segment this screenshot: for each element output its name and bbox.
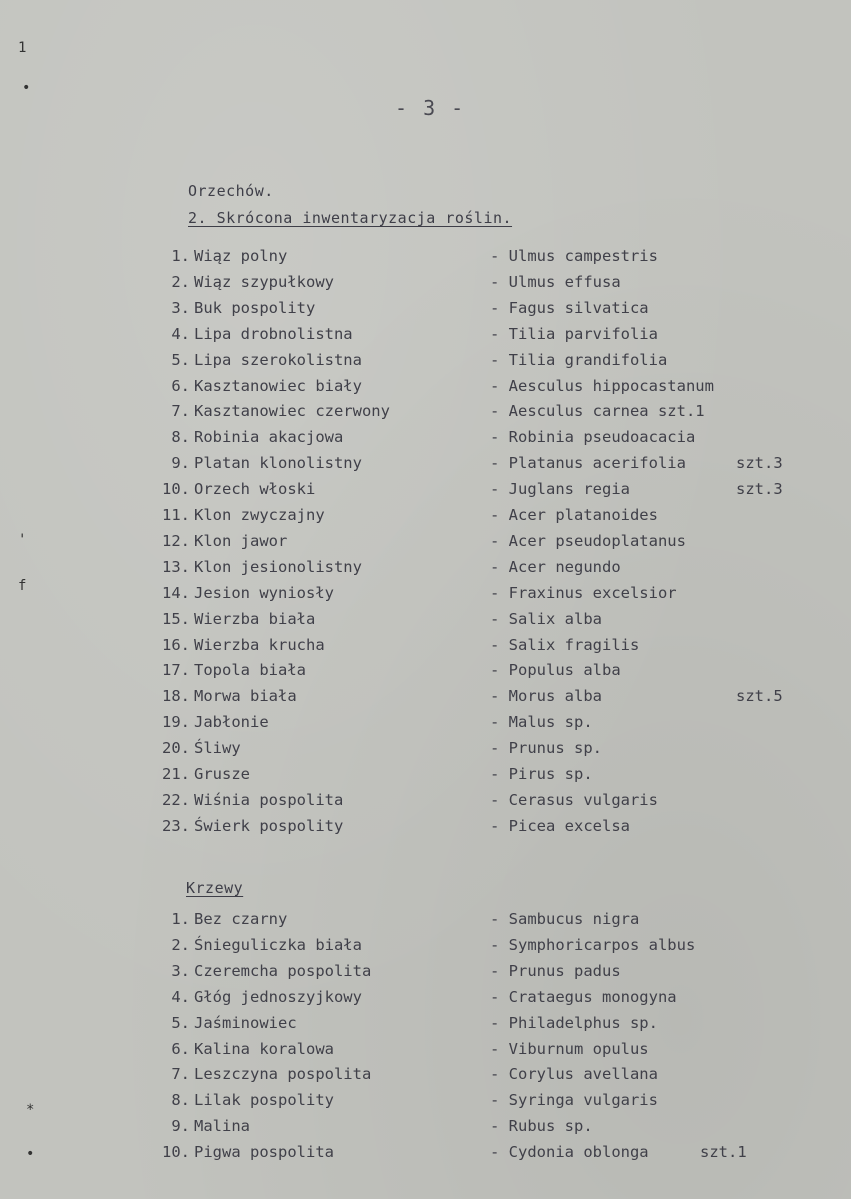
polish-name: Robinia akacjowa (194, 428, 344, 447)
latin-name: - Symphoricarpos albus (490, 935, 696, 954)
list-item (156, 633, 816, 657)
polish-name: Śliwy (194, 739, 241, 758)
list-item (156, 348, 816, 372)
item-number: 1. (171, 910, 190, 928)
polish-name: Pigwa pospolita (194, 1143, 334, 1162)
polish-name: Klon jawor (194, 531, 288, 550)
list-item (156, 959, 816, 983)
latin-name: - Morus alba (490, 687, 602, 706)
list-item (156, 399, 816, 423)
latin-name: - Acer negundo (490, 557, 621, 576)
latin-name: - Ulmus effusa (490, 272, 621, 291)
polish-name: Morwa biała (194, 687, 297, 706)
margin-mark: 1 (18, 40, 27, 56)
polish-name: Bez czarny (194, 910, 288, 928)
list-item (156, 684, 816, 708)
list-item (156, 1011, 816, 1035)
polish-name: Kalina koralowa (194, 1039, 334, 1058)
latin-name: - Pirus sp. (490, 765, 593, 783)
list-item (156, 477, 816, 501)
latin-name: - Platanus acerifolia (490, 454, 686, 473)
item-number: 6. (171, 1039, 190, 1058)
latin-name: - Fraxinus excelsior (490, 583, 677, 602)
quantity: szt.1 (700, 1143, 747, 1162)
polish-name: Wiśnia pospolita (194, 790, 344, 809)
list-item (156, 933, 816, 957)
polish-name: Grusze (194, 765, 250, 783)
polish-name: Kasztanowiec biały (194, 376, 362, 395)
latin-name: - Crataegus monogyna (490, 987, 677, 1006)
list-item (156, 762, 816, 786)
intro-text: Orzechów. (188, 182, 274, 200)
polish-name: Platan klonolistny (194, 454, 362, 473)
section-title: 2. Skrócona inwentaryzacja roślin. (188, 209, 513, 227)
list-item (156, 581, 816, 605)
list-item (156, 788, 816, 812)
item-number: 3. (171, 298, 190, 317)
item-number: 5. (171, 1013, 190, 1032)
list-item (156, 1140, 816, 1164)
polish-name: Klon zwyczajny (194, 506, 325, 524)
page-number: - 3 - (395, 96, 466, 120)
margin-mark: * (26, 1102, 35, 1118)
latin-name: - Acer pseudoplatanus (490, 531, 686, 550)
latin-name: - Aesculus carnea szt.1 (490, 402, 705, 421)
latin-name: - Sambucus nigra (490, 910, 640, 928)
latin-name: - Salix alba (490, 609, 602, 628)
polish-name: Śnieguliczka biała (194, 935, 362, 954)
polish-name: Wierzba biała (194, 609, 316, 628)
list-item (156, 736, 816, 760)
list-item (156, 607, 816, 631)
item-number: 22. (162, 790, 190, 809)
latin-name: - Juglans regia (490, 480, 630, 499)
list-item (156, 529, 816, 553)
list-item (156, 710, 816, 734)
list-item (156, 555, 816, 579)
item-number: 8. (171, 1091, 190, 1110)
item-number: 11. (162, 506, 190, 524)
item-number: 5. (171, 350, 190, 369)
item-number: 20. (162, 739, 190, 758)
list-item (156, 985, 816, 1009)
quantity: szt.3 (736, 454, 783, 473)
quantity: szt.5 (736, 687, 783, 706)
latin-name: - Ulmus campestris (490, 247, 658, 265)
polish-name: Wiąz polny (194, 247, 288, 265)
latin-name: - Populus alba (490, 661, 621, 680)
item-number: 7. (171, 1065, 190, 1084)
latin-name: - Viburnum opulus (490, 1039, 649, 1058)
polish-name: Lipa drobnolistna (194, 324, 353, 343)
polish-name: Orzech włoski (194, 480, 316, 499)
list-item (156, 1114, 816, 1138)
item-number: 10. (162, 480, 190, 499)
latin-name: - Philadelphus sp. (490, 1013, 658, 1032)
item-number: 3. (171, 961, 190, 980)
polish-name: Jesion wyniosły (194, 583, 334, 602)
item-number: 19. (162, 713, 190, 732)
item-number: 17. (162, 661, 190, 680)
item-number: 14. (162, 583, 190, 602)
list-item (156, 658, 816, 682)
polish-name: Buk pospolity (194, 298, 316, 317)
latin-name: - Tilia grandifolia (490, 350, 668, 369)
list-item (156, 1088, 816, 1112)
polish-name: Głóg jednoszyjkowy (194, 987, 362, 1006)
latin-name: - Syringa vulgaris (490, 1091, 658, 1110)
item-number: 13. (162, 557, 190, 576)
item-number: 16. (162, 635, 190, 654)
polish-name: Topola biała (194, 661, 306, 680)
latin-name: - Corylus avellana (490, 1065, 658, 1084)
item-number: 8. (171, 428, 190, 447)
list-item (156, 270, 816, 294)
margin-mark: ' (18, 532, 27, 548)
list-item (156, 907, 816, 931)
margin-mark: f (18, 578, 27, 594)
shrubs-title: Krzewy (186, 879, 244, 897)
latin-name: - Picea excelsa (490, 816, 630, 835)
list-item (156, 322, 816, 346)
item-number: 7. (171, 402, 190, 421)
item-number: 4. (171, 324, 190, 343)
item-number: 21. (162, 765, 190, 783)
polish-name: Świerk pospolity (194, 816, 344, 835)
item-number: 4. (171, 987, 190, 1006)
latin-name: - Malus sp. (490, 713, 593, 732)
latin-name: - Prunus padus (490, 961, 621, 980)
item-number: 2. (171, 935, 190, 954)
latin-name: - Cerasus vulgaris (490, 790, 658, 809)
polish-name: Kasztanowiec czerwony (194, 402, 390, 421)
list-item (156, 1037, 816, 1061)
item-number: 6. (171, 376, 190, 395)
latin-name: - Acer platanoides (490, 506, 658, 524)
polish-name: Leszczyna pospolita (194, 1065, 372, 1084)
polish-name: Lipa szerokolistna (194, 350, 362, 369)
polish-name: Lilak pospolity (194, 1091, 334, 1110)
list-item (156, 244, 816, 268)
item-number: 10. (162, 1143, 190, 1162)
polish-name: Jaśminowiec (194, 1013, 297, 1032)
margin-mark: • (22, 80, 31, 96)
margin-mark: • (26, 1146, 35, 1162)
polish-name: Wiąz szypułkowy (194, 272, 334, 291)
latin-name: - Fagus silvatica (490, 298, 649, 317)
item-number: 9. (171, 1117, 190, 1136)
polish-name: Wierzba krucha (194, 635, 325, 654)
latin-name: - Rubus sp. (490, 1117, 593, 1136)
polish-name: Malina (194, 1117, 250, 1136)
polish-name: Klon jesionolistny (194, 557, 362, 576)
list-item (156, 503, 816, 527)
list-item (156, 374, 816, 398)
latin-name: - Cydonia oblonga (490, 1143, 649, 1162)
quantity: szt.3 (736, 480, 783, 499)
latin-name: - Aesculus hippocastanum (490, 376, 714, 395)
polish-name: Jabłonie (194, 713, 269, 732)
item-number: 18. (162, 687, 190, 706)
item-number: 12. (162, 531, 190, 550)
latin-name: - Tilia parvifolia (490, 324, 658, 343)
list-item (156, 814, 816, 838)
list-item (156, 1062, 816, 1086)
latin-name: - Salix fragilis (490, 635, 640, 654)
latin-name: - Robinia pseudoacacia (490, 428, 696, 447)
list-item (156, 425, 816, 449)
item-number: 2. (171, 272, 190, 291)
list-item (156, 296, 816, 320)
item-number: 23. (162, 816, 190, 835)
latin-name: - Prunus sp. (490, 739, 602, 758)
item-number: 1. (171, 247, 190, 265)
item-number: 9. (171, 454, 190, 473)
item-number: 15. (162, 609, 190, 628)
list-item (156, 451, 816, 475)
polish-name: Czeremcha pospolita (194, 961, 372, 980)
